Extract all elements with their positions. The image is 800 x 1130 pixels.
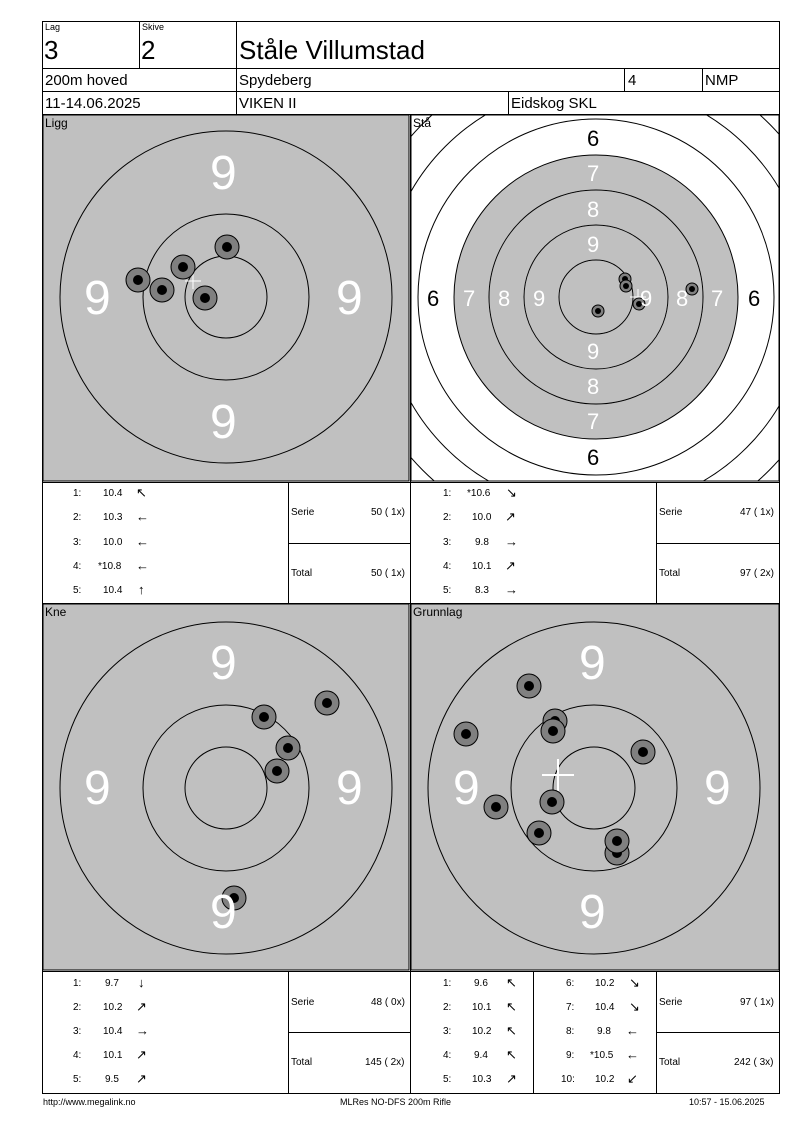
shot-number: 9: — [566, 1050, 575, 1061]
kne-ring-label-right: 9 — [336, 762, 363, 815]
location: Spydeberg — [239, 72, 312, 89]
kne-ring-label-bottom: 9 — [210, 886, 237, 939]
shot-direction-icon: ← — [136, 509, 149, 524]
footer-url[interactable]: http://www.megalink.no — [43, 1097, 136, 1107]
kne-serie-value: 48 ( 0x) — [371, 997, 405, 1008]
shot-direction-icon: ↖ — [506, 999, 517, 1014]
staa-ring9-left: 9 — [533, 286, 546, 311]
lag-label: Lag — [45, 22, 61, 32]
shot-score: *10.5 — [590, 1050, 614, 1061]
staa-total-label: Total — [659, 568, 681, 579]
shot-number: 1: — [73, 978, 82, 989]
shot-direction-icon: ↗ — [506, 1071, 517, 1086]
ligg-serie-value: 50 ( 1x) — [371, 507, 405, 518]
staa-ring8-left: 8 — [498, 286, 511, 311]
ligg-serie-label: Serie — [291, 507, 315, 518]
grunnlag-total-value: 242 ( 3x) — [734, 1057, 774, 1068]
kne-ring-label-top: 9 — [210, 637, 237, 690]
event-name: 200m hoved — [45, 72, 128, 89]
shot-direction-icon: ← — [136, 558, 149, 573]
shot-direction-icon: ↖ — [506, 975, 517, 990]
shot-score: 10.0 — [472, 512, 492, 523]
shot-number: 3: — [73, 537, 82, 548]
grunnlag-ring-label-bottom: 9 — [579, 886, 606, 939]
staa-ring8-bottom: 8 — [587, 374, 600, 399]
skive-value: 2 — [141, 35, 156, 65]
shot-number: 7: — [566, 1002, 575, 1013]
shot-number: 1: — [443, 488, 452, 499]
grunnlag-ring-label-left: 9 — [453, 762, 480, 815]
championship: NMP — [705, 72, 739, 89]
grunnlag-ring-label-right: 9 — [704, 762, 731, 815]
shot-direction-icon: ← — [136, 534, 149, 549]
ligg-ring-label-right: 9 — [336, 272, 363, 325]
shot-score: 10.2 — [595, 1074, 615, 1085]
staa-total-value: 97 ( 2x) — [740, 568, 774, 579]
shot-score: 10.2 — [103, 1002, 123, 1013]
kne-label: Kne — [45, 605, 67, 619]
shot-number: 3: — [443, 537, 452, 548]
staa-ring7-right: 7 — [711, 286, 724, 311]
staa-ring6-right: 6 — [748, 286, 761, 311]
lag-value: 3 — [44, 35, 59, 65]
staa-serie-value: 47 ( 1x) — [740, 507, 774, 518]
shot-direction-icon: → — [136, 1023, 149, 1038]
shot-direction-icon: ↗ — [505, 558, 516, 573]
shot-direction-icon: ↘ — [629, 975, 640, 990]
staa-ring9-bottom: 9 — [587, 339, 600, 364]
shot-direction-icon: ↖ — [506, 1047, 517, 1062]
shot-number: 4: — [443, 1050, 452, 1061]
shot-score: 10.2 — [595, 978, 615, 989]
shot-score: 10.4 — [103, 1026, 123, 1037]
shot-number: 8: — [566, 1026, 575, 1037]
shooter-name: Ståle Villumstad — [239, 35, 425, 65]
grunnlag-serie-label: Serie — [659, 997, 683, 1008]
shot-score: 10.1 — [472, 1002, 492, 1013]
ligg-ring-label-bottom: 9 — [210, 396, 237, 449]
shot-direction-icon: ↘ — [506, 485, 517, 500]
shot-number: 2: — [73, 512, 82, 523]
footer-timestamp: 10:57 - 15.06.2025 — [689, 1097, 765, 1107]
shot-score: 10.3 — [472, 1074, 492, 1085]
shot-direction-icon: ↓ — [138, 975, 145, 990]
shot-score: 10.4 — [103, 585, 123, 596]
ligg-total-label: Total — [291, 568, 313, 579]
staa-ring8-right: 8 — [676, 286, 689, 311]
skive-label: Skive — [142, 22, 165, 32]
shot-score: 10.2 — [472, 1026, 492, 1037]
shot-number: 5: — [443, 1074, 452, 1085]
kne-total-value: 145 ( 2x) — [365, 1057, 405, 1068]
shot-direction-icon: ↗ — [136, 1071, 147, 1086]
grunnlag-serie-value: 97 ( 1x) — [740, 997, 774, 1008]
shot-number: 4: — [443, 561, 452, 572]
staa-ring6-bottom: 6 — [587, 445, 600, 470]
shot-number: 4: — [73, 561, 82, 572]
shot-score: 9.8 — [597, 1026, 611, 1037]
shot-score: 10.3 — [103, 512, 123, 523]
club: Eidskog SKL — [511, 95, 597, 112]
ligg-ring-label-left: 9 — [84, 272, 111, 325]
shot-score: 9.6 — [474, 978, 488, 989]
shot-direction-icon: → — [505, 534, 518, 549]
staa-ring8-top: 8 — [587, 197, 600, 222]
shot-score: 8.3 — [475, 585, 489, 596]
dates: 11-14.06.2025 — [45, 95, 141, 112]
kne-serie-label: Serie — [291, 997, 315, 1008]
shot-number: 2: — [73, 1002, 82, 1013]
shot-direction-icon: ↑ — [138, 582, 145, 597]
shot-number: 10: — [561, 1074, 575, 1085]
shot-number: 1: — [73, 488, 82, 499]
shot-direction-icon: ↗ — [136, 999, 147, 1014]
shot-number: 5: — [73, 585, 82, 596]
shot-number: 4: — [73, 1050, 82, 1061]
shot-number: 2: — [443, 1002, 452, 1013]
shot-number: 6: — [566, 978, 575, 989]
ligg-label: Ligg — [45, 116, 68, 130]
shot-score: 9.5 — [105, 1074, 119, 1085]
staa-ring9-top: 9 — [587, 232, 600, 257]
shot-score: *10.6 — [467, 488, 491, 499]
footer-program: MLRes NO-DFS 200m Rifle — [340, 1097, 452, 1107]
shot-number: 2: — [443, 512, 452, 523]
kne-ring-label-left: 9 — [84, 762, 111, 815]
staa-ring7-left: 7 — [463, 286, 476, 311]
grunnlag-total-label: Total — [659, 1057, 681, 1068]
staa-label: Stå — [413, 116, 432, 130]
shot-score: *10.8 — [98, 561, 122, 572]
shot-direction-icon: ↗ — [505, 509, 516, 524]
staa-ring7-top: 7 — [587, 161, 600, 186]
shot-score: 10.1 — [103, 1050, 123, 1061]
staa-ring6-left: 6 — [427, 286, 440, 311]
shot-number: 3: — [443, 1026, 452, 1037]
staa-ring6-top: 6 — [587, 126, 600, 151]
staa-ring7-bottom: 7 — [587, 409, 600, 434]
shot-direction-icon: ↘ — [629, 999, 640, 1014]
shot-score: 10.4 — [595, 1002, 615, 1013]
shot-direction-icon: → — [505, 582, 518, 597]
class-number: 4 — [628, 72, 637, 89]
staa-ring9-right: 9 — [640, 286, 653, 311]
ligg-total-value: 50 ( 1x) — [371, 568, 405, 579]
shot-direction-icon: ← — [626, 1047, 639, 1062]
shot-direction-icon: ↖ — [506, 1023, 517, 1038]
shot-score: 10.4 — [103, 488, 123, 499]
shot-number: 5: — [73, 1074, 82, 1085]
team: VIKEN II — [239, 95, 297, 112]
shot-number: 3: — [73, 1026, 82, 1037]
kne-total-label: Total — [291, 1057, 313, 1068]
grunnlag-label: Grunnlag — [413, 605, 463, 619]
shot-number: 1: — [443, 978, 452, 989]
shot-direction-icon: ← — [626, 1023, 639, 1038]
staa-serie-label: Serie — [659, 507, 683, 518]
ligg-ring-label-top: 9 — [210, 147, 237, 200]
shot-score: 9.8 — [475, 537, 489, 548]
shot-direction-icon: ↙ — [627, 1071, 638, 1086]
shot-score: 9.4 — [474, 1050, 488, 1061]
shot-direction-icon: ↗ — [136, 1047, 147, 1062]
grunnlag-ring-label-top: 9 — [579, 637, 606, 690]
shot-score: 10.1 — [472, 561, 492, 572]
shot-score: 9.7 — [105, 978, 119, 989]
shot-score: 10.0 — [103, 537, 123, 548]
shot-number: 5: — [443, 585, 452, 596]
shot-direction-icon: ↖ — [136, 485, 147, 500]
